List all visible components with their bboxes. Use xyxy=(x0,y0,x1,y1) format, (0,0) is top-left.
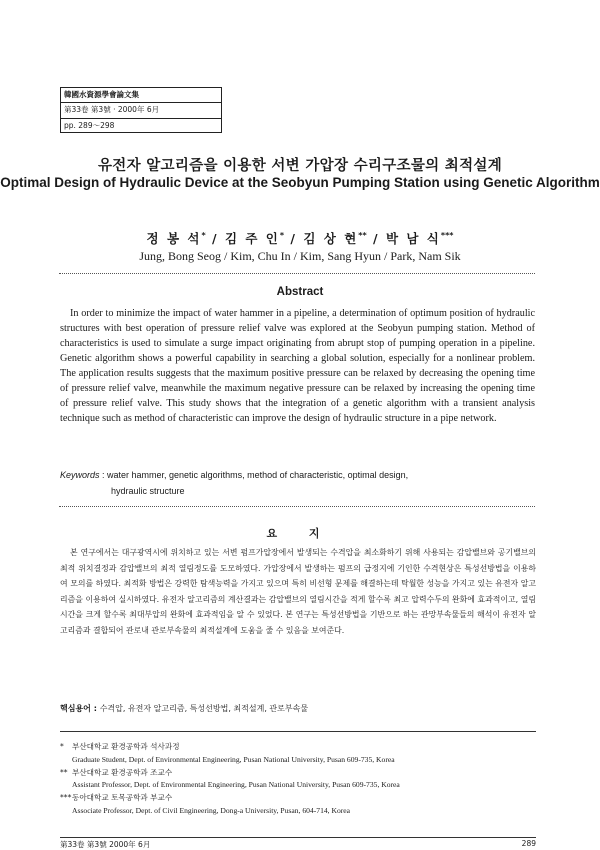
summary-keywords-text: 수격압, 유전자 알고리즘, 특성선방법, 최적설계, 관로부속물 xyxy=(99,704,309,713)
footer-issue: 第33卷 第3號 2000年 6月 xyxy=(60,840,151,849)
summary-keywords-label: 핵심용어 : xyxy=(60,704,100,713)
abstract-heading: Abstract xyxy=(276,286,324,298)
author-4-mark: *** xyxy=(440,230,454,240)
journal-info-box xyxy=(60,87,222,133)
footnote-3-en: Associate Professor, Dept. of Civil Engineering, Dong-a University, Pusan, 604-714, Korea xyxy=(72,805,351,815)
keywords-line-2: hydraulic structure xyxy=(111,485,185,496)
title-english: Optimal Design of Hydraulic Device at the Seobyun Pumping Station using Genetic Algorithm xyxy=(0,175,600,190)
footnote-3 xyxy=(60,792,536,805)
footnote-2-en: Assistant Professor, Dept. of Environmental Engineering, Pusan National University, Pusan 609-735, Korea xyxy=(72,780,400,790)
divider-middle xyxy=(59,506,535,507)
footnote-2-ko: 부산대학교 환경공학과 조교수 xyxy=(72,767,173,777)
authors-korean xyxy=(0,229,600,247)
author-separator: / xyxy=(284,231,304,246)
footnote-2 xyxy=(60,767,536,780)
footnote-2-mark: ** xyxy=(60,767,68,777)
title-korean: 유전자 알고리즘을 이용한 서변 가압장 수리구조물의 최적설계 xyxy=(97,158,503,174)
summary-heading: 요 지 xyxy=(266,527,334,540)
author-3: 김 상 현 xyxy=(303,231,359,246)
summary-keywords xyxy=(60,701,536,716)
footnote-3-mark: *** xyxy=(60,793,72,803)
footer-divider xyxy=(60,837,536,838)
footnote-1 xyxy=(60,741,536,754)
author-1-mark: * xyxy=(201,230,206,240)
author-3-mark: ** xyxy=(358,230,367,240)
author-2-mark: * xyxy=(279,230,285,240)
footnote-divider xyxy=(60,731,536,732)
keywords-block xyxy=(60,468,535,499)
author-separator: / xyxy=(205,231,225,246)
author-2: 김 주 인 xyxy=(224,231,280,246)
summary-body: 본 연구에서는 대구광역시에 위치하고 있는 서변 펌프가압장에서 발생되는 수격압을 최소화하기 위해 사용되는 감압밸브와 공기밸브의 최적 위치결정과 감압밸브의 최적 열림정도를 도모하였다. 가압장에서 발생하는 펌프의 급정지에 기인한 수격현상은 특성선방법을 이용하여 모의를 하였다. 최적화 방법은 강력한 탐색능력을 가지고 있으며 특히 비선형 문제를 해결하는데 탁월한 성능을 가지고 있는 유전자 알고리즘을 이용하여 실시하였다. 유전자 알고리즘의 계산결과는 감압밸브의 열림시간을 적게 할수록 최고 압력수두의 완화에 효과적이고, 열림시간을 크게 할수록 최대부압의 완화에 효과적임을 알 수 있었다. 본 연구는 특성선방법을 기반으로 하는 관망부속물들의 해석이 유전자 알고리즘과 결합되어 관로내 관로부속물의 최적설계에 도움을 줄 수 있음을 보여준다. xyxy=(60,548,537,635)
journal-name: 韓國水資源學會論文集 xyxy=(64,90,139,99)
journal-pages: pp. 289～298 xyxy=(61,118,221,133)
footnote-1-mark: * xyxy=(60,742,64,751)
keywords-line-1: : water hammer, genetic algorithms, method of characteristic, optimal design, xyxy=(99,470,409,480)
journal-volume: 第33卷 第3號 · 2000年 6月 xyxy=(61,102,221,117)
divider-top xyxy=(59,273,535,274)
footnotes xyxy=(60,741,536,818)
author-4: 박 남 식 xyxy=(385,231,441,246)
author-1: 정 봉 석 xyxy=(146,231,202,246)
footnote-1-ko: 부산대학교 환경공학과 석사과정 xyxy=(72,742,180,751)
footnote-1-en: Graduate Student, Dept. of Environmental Engineering, Pusan National University, Pusan 609-735, Korea xyxy=(72,754,395,764)
author-separator: / xyxy=(366,231,386,246)
page-number: 289 xyxy=(521,839,536,848)
authors-english: Jung, Bong Seog / Kim, Chu In / Kim, Sang Hyun / Park, Nam Sik xyxy=(139,249,461,263)
keywords-label: Keywords xyxy=(60,470,100,480)
abstract-body: In order to minimize the impact of water hammer in a pipeline, a determination of optimum position of hydraulic structures with best operation of pressure relief valve was explored at the Seobyun pumping station. Method of characteristics is used to simulate a surge impact originating from abrupt stop of pumping operation in a pipeline. Genetic algorithm shows a powerful capability in searching a global solution, especially for a nonlinear problem. The application results suggests that the maximum positive pressure can be relaxed by decreasing the opening time of pressure relief valve, meanwhile the maximum negative pressure can be relaxed by increasing the opening time of pressure relief valve. This study shows that the integration of a genetic algorithm with a transient analysis technique such as method of characteristic can improve the design of hydraulic structure in a pipe network. xyxy=(60,308,535,424)
footnote-3-ko: 동아대학교 토목공학과 부교수 xyxy=(72,793,173,803)
